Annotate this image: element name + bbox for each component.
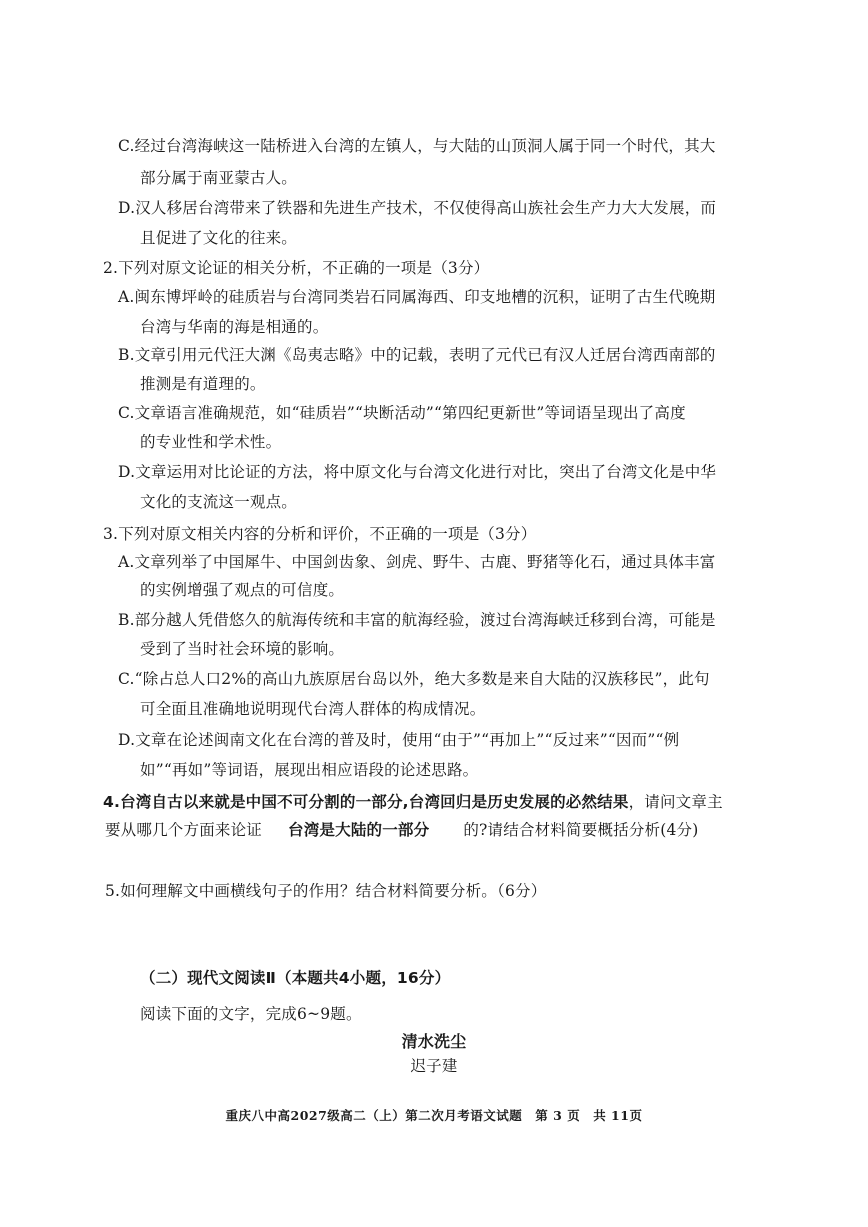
q3-option-b-line2: 受到了当时社会环境的影响。 — [140, 640, 345, 658]
q4-line2-emphasis: 台湾是大陆的一部分 — [288, 821, 430, 839]
q2-option-d-line2: 文化的支流这一观点。 — [140, 493, 298, 511]
q2-option-b-line2: 推测是有道理的。 — [140, 375, 266, 393]
q5-text: 5.如何理解文中画横线句子的作用？结合材料简要分析。（6分） — [105, 882, 547, 900]
q2-option-a-line1: A.闽东博坪岭的硅质岩与台湾同类岩石同属海西、印支地槽的沉积，证明了古生代晚期 — [118, 288, 716, 306]
q3-option-d-line2: 如”“再如”等词语，展现出相应语段的论述思路。 — [140, 761, 479, 779]
passage-title: 清水洗尘 — [401, 1032, 467, 1051]
q2-option-c-line1: C.文章语言准确规范，如“硅质岩”“块断活动”“第四纪更新世”等词语呈现出了高度 — [118, 404, 686, 422]
q1-option-d-line1: D.汉人移居台湾带来了铁器和先进生产技术，不仅使得高山族社会生产力大大发展，而 — [118, 199, 717, 217]
q3-option-a-line2: 的实例增强了观点的可信度。 — [140, 581, 345, 599]
q3-stem: 3.下列对原文相关内容的分析和评价，不正确的一项是（3分） — [103, 525, 537, 543]
q4-emphasis: 4.台湾自古以来就是中国不可分割的一部分,台湾回归是历史发展的必然结果 — [103, 793, 629, 811]
q4-line2 — [105, 818, 699, 840]
q4-line2-part-a: 要从哪几个方面来论证 — [105, 821, 263, 839]
q1-option-d-line2: 且促进了文化的往来。 — [140, 229, 298, 247]
q1-option-c-line2: 部分属于南亚蒙古人。 — [140, 169, 298, 187]
q3-option-c-line1: C.“除占总人口2%的高山九族原居台岛以外，绝大多数是来自大陆的汉族移民”，此句 — [118, 670, 710, 688]
q3-option-b-line1: B.部分越人凭借悠久的航海传统和丰富的航海经验，渡过台湾海峡迁移到台湾，可能是 — [118, 611, 716, 629]
section2-heading: （二）现代文阅读Ⅱ（本题共4小题，16分） — [140, 969, 451, 987]
q4-line1-rest: ，请问文章主 — [628, 793, 723, 811]
q3-option-d-line1: D.文章在论述闽南文化在台湾的普及时，使用“由于”“再加上”“反过来”“因而”“例 — [118, 731, 680, 749]
q4-line2-part-c: 的?请结合材料简要概括分析(4分) — [463, 821, 699, 839]
page-footer: 重庆八中高2027级高二（上）第二次月考语文试题 第 3 页 共 11页 — [225, 1108, 643, 1123]
q1-option-c-line1: C.经过台湾海峡这一陆桥进入台湾的左镇人，与大陆的山顶洞人属于同一个时代，其大 — [118, 137, 716, 155]
q2-stem: 2.下列对原文论证的相关分析，不正确的一项是（3分） — [103, 259, 490, 277]
q3-option-a-line1: A.文章列举了中国犀牛、中国剑齿象、剑虎、野牛、古鹿、野猪等化石，通过具体丰富 — [118, 553, 716, 571]
passage-author: 迟子建 — [410, 1057, 458, 1075]
section2-instruction: 阅读下面的文字，完成6~9题。 — [140, 1005, 362, 1023]
q2-option-d-line1: D.文章运用对比论证的方法，将中原文化与台湾文化进行对比，突出了台湾文化是中华 — [118, 463, 717, 481]
q4-line1 — [103, 790, 723, 812]
q2-option-a-line2: 台湾与华南的海是相通的。 — [140, 318, 329, 336]
q3-option-c-line2: 可全面且准确地说明现代台湾人群体的构成情况。 — [140, 700, 486, 718]
q2-option-c-line2: 的专业性和学术性。 — [140, 433, 282, 451]
q2-option-b-line1: B.文章引用元代汪大渊《岛夷志略》中的记载，表明了元代已有汉人迁居台湾西南部的 — [118, 346, 716, 364]
